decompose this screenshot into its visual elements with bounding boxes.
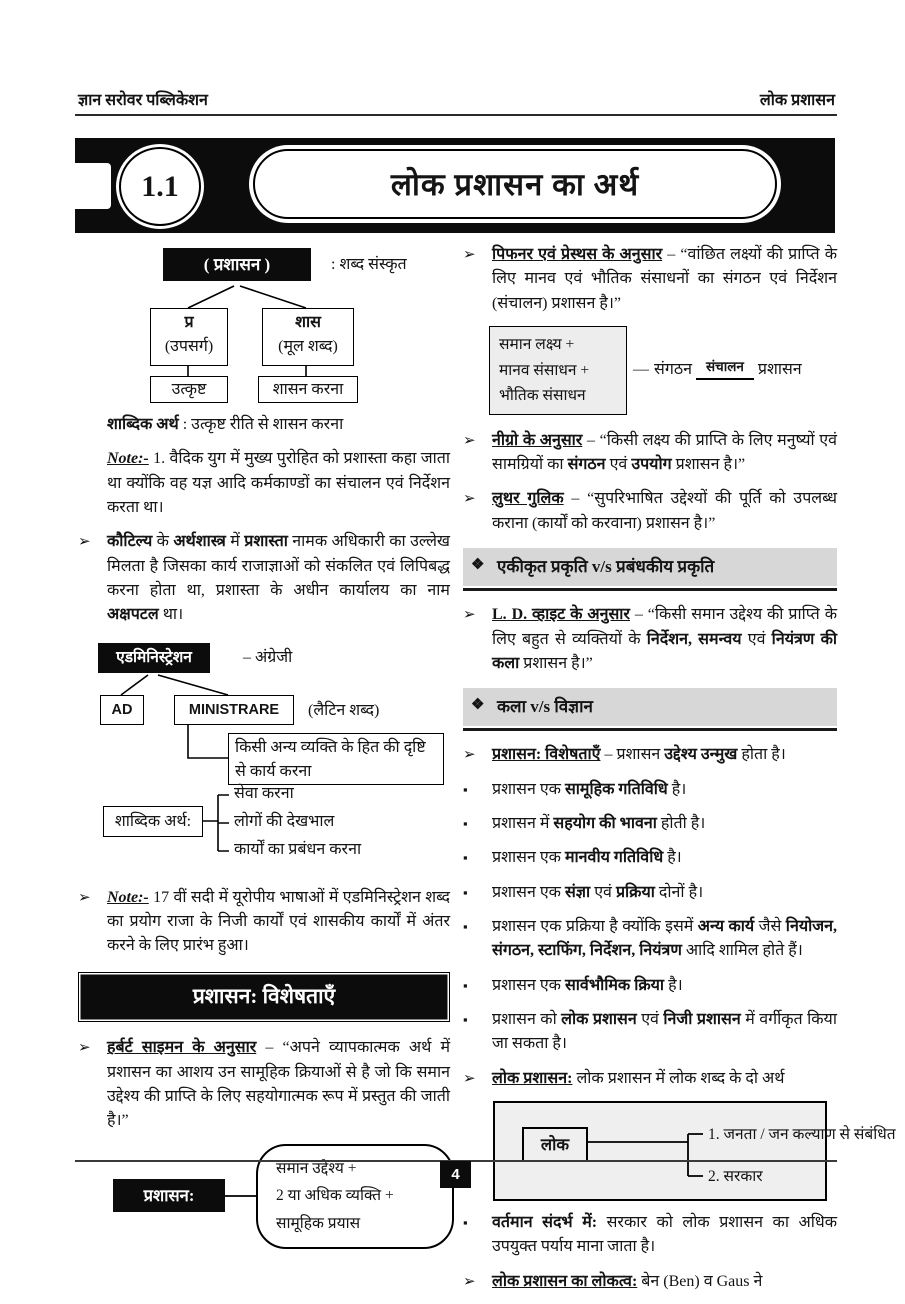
tree1-branch-shas-sub: (मूल शब्द) [278,338,338,356]
feature-item [463,915,837,964]
feature-item-text: प्रशासन एक सार्वभौमिक क्रिया है। [492,976,683,994]
square-bullet-icon: ▪ [463,1011,468,1027]
lok-meaning-1: 1. जनता / जन कल्याण से संबंधित [708,1125,896,1143]
feature-item [463,846,837,870]
arrow-bullet-icon: ➢ [463,1273,476,1290]
page-header [78,88,835,110]
arrow-bullet-icon: ➢ [78,889,91,906]
formula-line-2: 2 या अधिक व्यक्ति + [276,1187,394,1205]
tree2-ministrare-box: MINISTRARE [174,695,294,725]
nigro-text: नीग्रो के अनुसार – “किसी लक्ष्य की प्राप्ति के लिए मनुष्यों एवं सामग्रियों का संगठन एवं उपयोग प्रशासन है।” [492,431,837,473]
diamond-bullet-icon: ❖ [471,697,485,714]
features-lead-para [463,743,837,767]
square-bullet-icon: ▪ [463,884,468,900]
tree2-meaning-2: लोगों की देखभाल [234,812,335,830]
section-header-2-text: कला v/s विज्ञान [497,697,593,717]
white-text: L. D. व्हाइट के अनुसार – “किसी समान उद्देश्य की प्राप्ति के लिए बहुत से व्यक्तियों के निर्देशन, समन्वय एवं नियंत्रण की कला प्रशासन है।” [492,606,838,672]
formula-over-sanchalan: संचालन [696,357,754,381]
administration-derivation-diagram [78,638,450,880]
feature-item-text: प्रशासन एक प्रक्रिया है क्योंकि इसमें अन्य कार्य जैसे नियोजन, संगठन, स्टाफिंग, निर्देशन, नियंत्रण आदि शामिल होते हैं। [492,918,837,960]
left-column [78,243,450,1254]
square-bullet-icon: ▪ [463,1214,468,1230]
formula-result-prashasan: प्रशासन [757,361,802,379]
vartaman-text: वर्तमान संदर्भ में: सरकार को लोक प्रशासन का अधिक उपयुक्त पर्याय माना जाता है। [492,1213,837,1256]
feature-item [463,778,837,802]
shabdik-arth-line: शाब्दिक अर्थ : उत्कृष्ट रीति से शासन करना [107,416,344,433]
tree1-branch-shas [262,308,354,366]
gulick-para [463,487,837,536]
arrow-bullet-icon: ➢ [463,247,476,263]
kautilya-text: कौटिल्य के अर्थशास्त्र में प्रशास्ता नामक अधिकारी का उल्लेख मिलता है जिसका कार्य राजाज्ञाओं को संकलित एवं लिपिबद्ध करना होता था, प्रशास्ता के अधीन कार्यालय का नाम अक्षपटल था। [107,533,451,624]
pifner-para [463,243,837,316]
note-vedic: Note:- 1. वैदिक युग में मुख्य पुरोहित को प्रशास्ता कहा जाता था क्योंकि वह यज्ञ आदि कर्मकाण्डों का संचालन एवं निर्देशन करता था। [107,450,450,516]
feature-item [463,1008,837,1057]
tree2-ad-box: AD [100,695,144,725]
formula-label: प्रशासन: [113,1179,225,1212]
feature-item [463,812,837,836]
arrow-bullet-icon: ➢ [78,534,91,551]
arrow-bullet-icon: ➢ [463,432,476,449]
chapter-number: 1.1 [119,147,201,226]
tree1-root: ( प्रशासन ) [163,248,311,281]
tree2-root-note: – अंग्रेजी [243,648,293,666]
square-bullet-icon: ▪ [463,816,468,832]
tree2-shabdik-label: शाब्दिक अर्थ: [103,806,203,837]
lokatva-para [463,1270,837,1294]
tree1-branch-pra-sub: (उपसर्ग) [164,338,214,356]
section-header-2-wrap [463,688,837,731]
white-para [463,603,837,676]
simon-para [78,1036,450,1133]
section-header-1-wrap [463,548,837,591]
header-rule [75,114,837,116]
feature-item-text: प्रशासन एक संज्ञा एवं प्रक्रिया दोनों है। [492,883,704,901]
chapter-title: लोक प्रशासन का अर्थ [253,149,777,219]
formula-input-box [489,326,627,415]
pifner-text: पिफनर एवं प्रेस्थस के अनुसार – “वांछित लक्ष्यों की प्राप्ति के लिए मानव एवं भौतिक संसाधनों का संगठन एवं निर्देशन (संचालन) प्रशासन है।” [492,246,837,312]
feature-item-text: प्रशासन एक सामूहिक गतिविधि है। [492,780,687,798]
arrow-bullet-icon: ➢ [463,747,476,764]
page-number: 4 [440,1161,471,1188]
note-17th-century [78,886,450,959]
section-header-2 [463,688,837,726]
section-header-1 [463,548,837,586]
tree2-meaning-1: सेवा करना [234,784,294,802]
vartaman-para [463,1211,837,1260]
tree2-root: एडमिनिस्ट्रेशन [98,643,210,673]
banner-notch [75,163,111,209]
tree1-branch-pra-word: प्र [184,314,194,331]
organisation-formula [489,326,837,415]
right-column [463,243,896,1304]
formula-step-sangathan: संगठन [654,361,693,379]
feature-item [463,881,837,905]
chapter-banner [75,138,835,233]
square-bullet-icon: ▪ [463,977,468,993]
publisher-name: ज्ञान सरोवर पब्लिकेशन [78,92,208,109]
square-bullet-icon: ▪ [463,919,468,935]
section-header-1-text: एकीकृत प्रकृति v/s प्रबंधकीय प्रकृति [497,556,715,576]
tree2-meaning-3: कार्यों का प्रबंधन करना [234,840,362,858]
tree2-meaning-box: किसी अन्य व्यक्ति के हित की दृष्टि से कार्य करना [228,733,444,785]
note-17th-century-text: Note:- 17 वीं सदी में यूरोपीय भाषाओं में एडमिनिस्ट्रेशन शब्द का प्रयोग राजा के निजी कार्यों एवं शासकीय कार्यों में अंतर करने के लिए प्रारंभ हुआ। [107,888,450,955]
feature-item-text: प्रशासन में सहयोग की भावना होती है। [492,815,706,833]
subject-name: लोक प्रशासन [759,92,835,109]
arrow-bullet-icon: ➢ [463,607,476,624]
formula-box-line-2: मानव संसाधन + [499,361,590,379]
tree2-latin-note: (लैटिन शब्द) [308,701,380,719]
square-bullet-icon: ▪ [463,850,468,866]
square-bullet-icon: ▪ [463,781,468,797]
tree1-branch-shas-word: शास [295,314,321,331]
tree1-leaf-shasan: शासन करना [258,376,358,403]
feature-item-text: प्रशासन एक मानवीय गतिविधि है। [492,849,682,867]
formula-box-line-3: भौतिक संसाधन [499,387,586,405]
feature-item [463,974,837,998]
arrow-bullet-icon: ➢ [463,1070,476,1087]
lok-meaning-2: 2. सरकार [708,1167,763,1185]
formula-line-1: समान उद्देश्य + [276,1159,357,1177]
nigro-para [463,429,837,478]
feature-item-text: प्रशासन को लोक प्रशासन एवं निजी प्रशासन में वर्गीकृत किया जा सकता है। [492,1010,837,1053]
gulick-text: लुथर गुलिक – “सुपरिभाषित उद्देश्यों की पूर्ति को उपलब्ध कराना (कार्यों को करवाना) प्रशासन है।” [492,490,837,532]
lokatva-text: लोक प्रशासन का लोकत्व: बेन (Ben) व Gaus ने [492,1272,763,1290]
prashasan-derivation-diagram [78,245,450,413]
features-banner: प्रशासन: विशेषताएँ [78,972,450,1022]
formula-dash: — [633,361,649,379]
formula-chain [633,358,802,382]
formula-line-3: सामूहिक प्रयास [276,1215,361,1233]
arrow-bullet-icon: ➢ [78,1040,91,1057]
diamond-bullet-icon: ❖ [471,556,485,573]
tree1-root-note: : शब्द संस्कृत [331,256,407,273]
tree1-branch-pra [150,308,228,366]
tree1-leaf-utkrisht: उत्कृष्ट [150,376,228,403]
arrow-bullet-icon: ➢ [463,491,476,508]
lok-word-box: लोक [522,1127,588,1162]
kautilya-para [78,530,450,627]
lok-lead-text: लोक प्रशासन: लोक प्रशासन में लोक शब्द के दो अर्थ [492,1069,785,1087]
features-lead-text: प्रशासन: विशेषताएँ – प्रशासन उद्देश्य उन्मुख होता है। [492,746,786,764]
formula-box-line-1: समान लक्ष्य + [499,335,575,353]
simon-text: हर्बर्ट साइमन के अनुसार – “अपने व्यापकात्मक अर्थ में प्रशासन का आशय उन सामूहिक क्रियाओं से है जो कि समान उद्देश्य की प्राप्ति के लिए सहयोगात्मक रूप में प्रस्तुत की जाती है।” [107,1039,451,1130]
lok-meaning-diagram [493,1101,896,1201]
lok-lead-para [463,1067,837,1091]
